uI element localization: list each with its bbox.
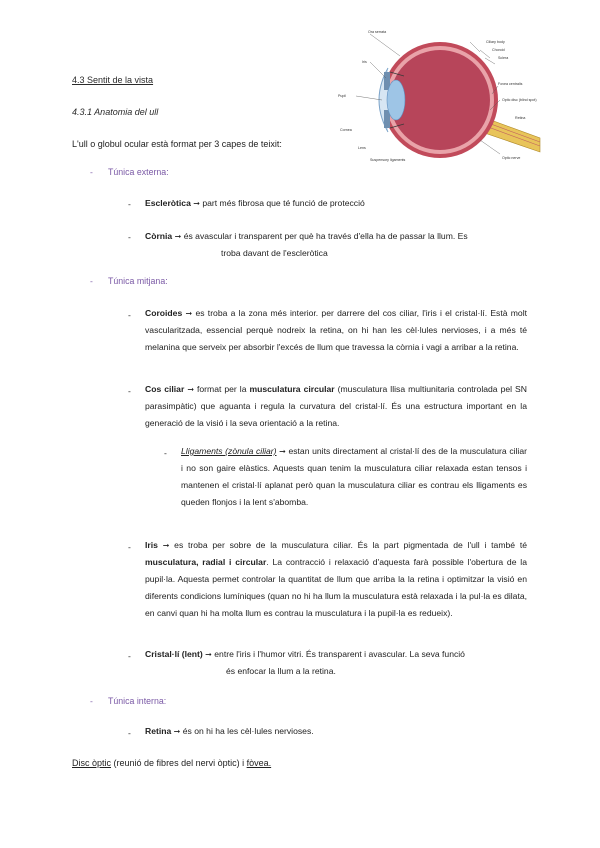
arrow-icon: ➞: [185, 309, 193, 318]
item-coroides: Coroides ➞ es troba a la zona més interior. per darrere del cos ciliar, l'iris i el cristal·lí. Està molt vascularitzada, essencial perquè nodreix la retina, on hi han les cèl·lules nervioses, i a més té melanina que serveix per absorbir l'excés de llum que travessa la còrnia i vagi a arribar a la retina.: [145, 308, 528, 352]
term-cos-ciliar: Cos ciliar: [145, 384, 185, 394]
intro-text: L'ull o globul ocular està format per 3 capes de teixit:: [72, 139, 282, 149]
item-cornia: Còrnia ➞ és avascular i transparent per què ha través d'ella ha de passar la llum. Es: [145, 231, 468, 241]
term-iris: Iris: [145, 540, 158, 550]
label-retina: Retina: [515, 116, 526, 120]
term-esclerotica: Escleròtica: [145, 198, 191, 208]
item-retina: Retina ➞ és on hi ha les cèl·lules nervioses.: [145, 726, 314, 736]
term-retina: Retina: [145, 726, 172, 736]
item-cos-ciliar: Cos ciliar ➞ format per la musculatura circular (musculatura llisa multiunitaria controlada pel SN parasimpàtic) que aguanta i regula la curvatura del cristal·lí. És una estructura important en la generació de la visió i la seva orientació a la retina.: [145, 384, 527, 428]
label-iris: Iris: [362, 60, 367, 64]
bullet-dash: -: [128, 542, 131, 552]
item-lligaments: Lligaments (zònula ciliar) ➞ estan units directament al cristal·lí des de la musculatura ciliar i no son gaire elàstics. Aquests quan tenim la musculatura ciliar relaxada estan tensos i mantenen el cristal·lí aplanat però quan la musculatura ciliar es contrau els lligaments es queden flonjos i la lent s'abomba.: [181, 446, 527, 507]
bullet-dash: -: [128, 386, 131, 396]
label-sclera: Sclera: [498, 56, 509, 60]
section-title: 4.3 Sentit de la vista: [72, 75, 154, 85]
bullet-dash: -: [128, 651, 131, 661]
tunica-mitjana-label: Túnica mitjana:: [108, 276, 168, 286]
bullet-dash: -: [90, 276, 93, 286]
term-coroides: Coroides: [145, 308, 183, 318]
label-pupil: Pupil: [338, 94, 346, 98]
bullet-dash: -: [128, 728, 131, 738]
tunica-interna-label: Túnica interna:: [108, 696, 167, 706]
label-suspensory: Suspensory ligaments: [370, 158, 406, 162]
tunica-externa-label: Túnica externa:: [108, 167, 169, 177]
fovea-term: fòvea.: [246, 758, 272, 768]
bullet-dash: -: [128, 199, 131, 209]
label-fovea: Fovea centralis: [498, 82, 523, 86]
disc-optic-term: Disc òptic: [72, 758, 112, 768]
subsection-title: 4.3.1 Anatomia del ull: [72, 107, 159, 117]
bullet-dash: -: [90, 696, 93, 706]
arrow-icon: ➞: [193, 199, 200, 208]
label-lens: Lens: [358, 146, 366, 150]
arrow-icon: ➞: [174, 232, 182, 241]
arrow-icon: ➞: [173, 727, 181, 736]
label-optic-disc: Optic disc (blind spot): [502, 98, 537, 102]
item-cornia-cont: troba davant de l'escleròtica: [221, 248, 328, 258]
label-cornea: Cornea: [340, 128, 352, 132]
item-cristalli: Cristal·lí (lent) ➞ entre l'iris i l'humor vitri. És transparent i avascular. La seva funció: [145, 649, 465, 659]
arrow-icon: ➞: [187, 385, 195, 394]
label-optic-nerve: Optic nerve: [502, 156, 521, 160]
label-ora: Ora serrata: [368, 30, 387, 34]
term-cornia: Còrnia: [145, 231, 173, 241]
item-esclerotica: Escleròtica ➞ part més fibrosa que té funció de protecció: [145, 198, 365, 208]
term-lligaments: Lligaments (zònula ciliar): [181, 446, 277, 456]
label-choroid: Choroid: [492, 48, 505, 52]
bullet-dash: -: [164, 448, 167, 458]
eye-diagram: [330, 28, 545, 178]
arrow-icon: ➞: [162, 541, 170, 550]
bullet-dash: -: [128, 232, 131, 242]
bullet-dash: -: [128, 310, 131, 320]
term-cristalli: Cristal·lí (lent): [145, 649, 203, 659]
arrow-icon: ➞: [279, 447, 286, 456]
footer-line: Disc òptic (reunió de fibres del nervi òptic) i fòvea.: [72, 758, 272, 768]
bullet-dash: -: [90, 167, 93, 177]
label-ciliary: Ciliary body: [486, 40, 505, 44]
arrow-icon: ➞: [205, 650, 212, 659]
item-iris: Iris ➞ es troba per sobre de la musculatura ciliar. És la part pigmentada de l'ull i també té musculatura, radial i circular. La contracció i relaxació d'aquesta farà possible l'obertura de la pupil·la. Aquesta permet controlar la quantitat de llum que arriba la la retina i optimitzar la visió en diferents condicions lumíniques (quan no hi ha llum la musculatura està relaxada i la pul·la es dilata, en canvi quan hi ha molta llum es contrau la musculatura i la pupil·la es redueix).: [145, 540, 527, 618]
item-cristalli-cont: és enfocar la llum a la retina.: [226, 666, 336, 676]
